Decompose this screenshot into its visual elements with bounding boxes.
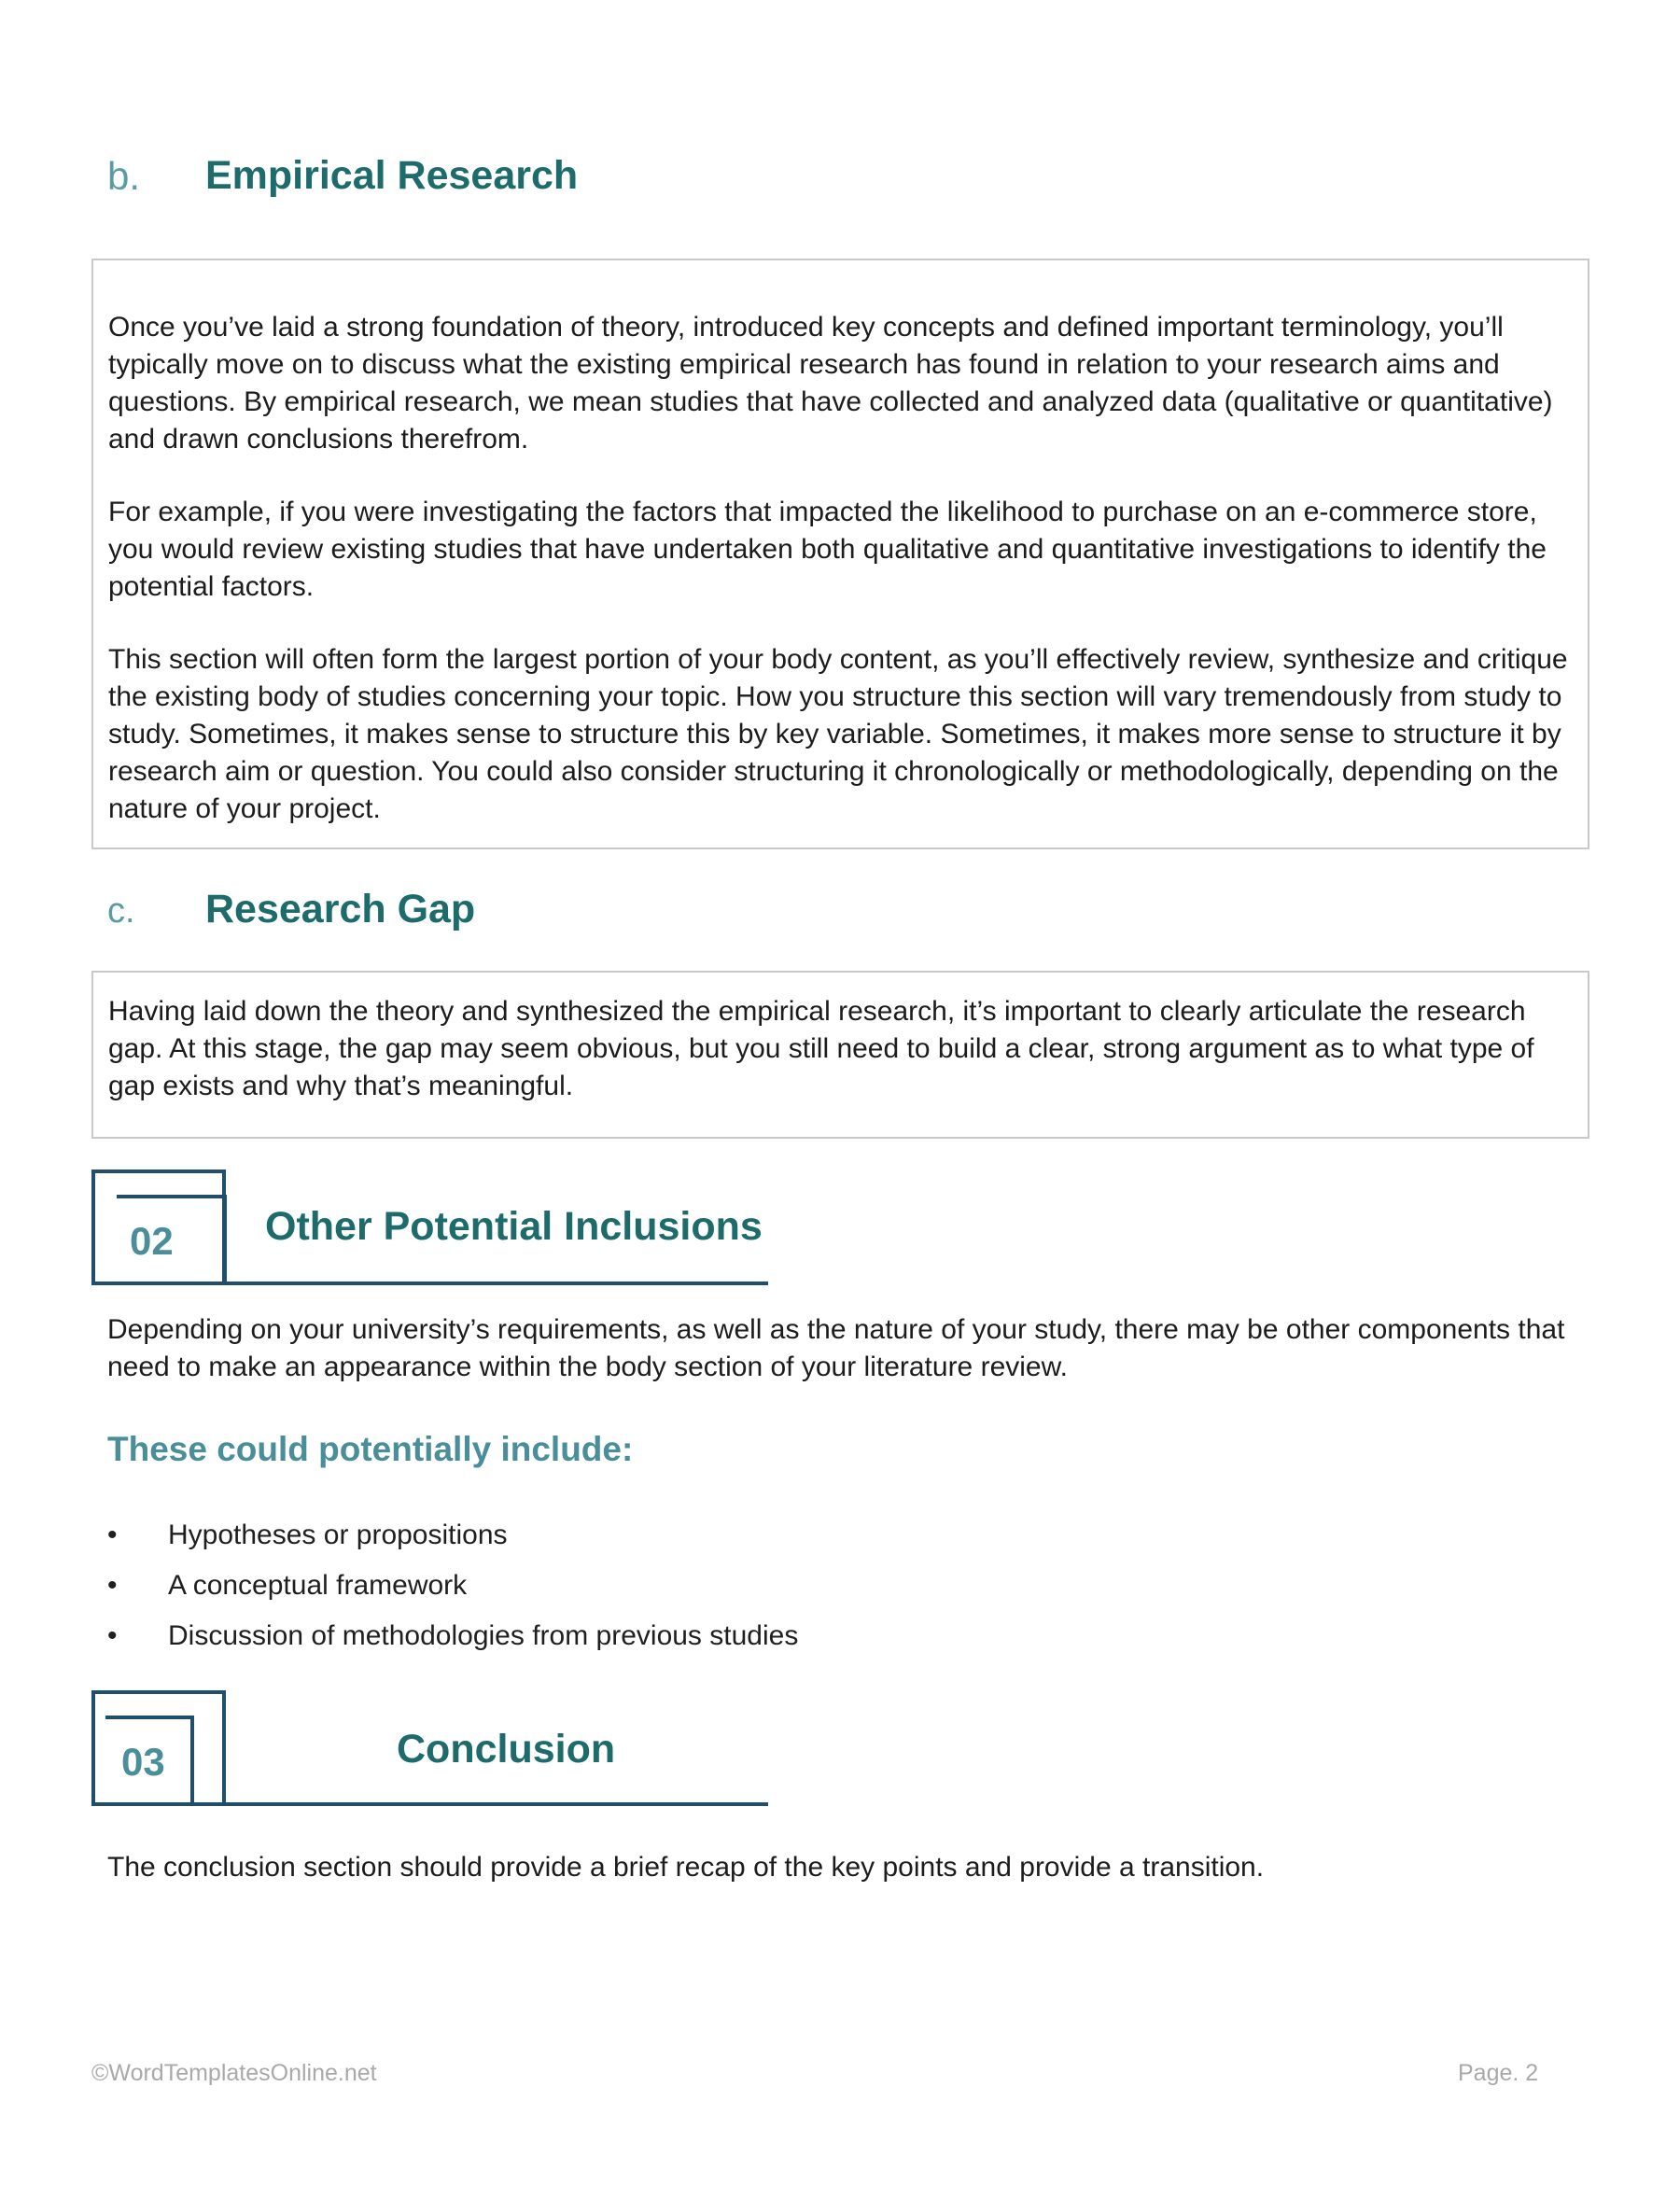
list-item: • A conceptual framework [107,1561,1227,1611]
section-number: 03 [121,1740,165,1784]
bullet-icon: • [107,1620,118,1651]
research-gap-box [91,971,1589,1139]
paragraph: Depending on your university’s requirements, as well as the nature of your study, there may be other components that need to make an appearance within the body section of your literature review. [107,1314,1565,1382]
paragraph: The conclusion section should provide a brief recap of the key points and provide a transition. [107,1852,1265,1883]
footer-page-number: Page. 2 [1458,2060,1539,2086]
section-c-letter: c. [107,891,135,931]
divider [222,1690,226,1806]
list-item: • Discussion of methodologies from previous studies [107,1611,1227,1661]
empirical-research-box [91,259,1589,849]
section-number: 02 [130,1219,174,1263]
section-c-title: Research Gap [205,887,476,931]
section-b-title: Empirical Research [205,153,579,198]
bullet-icon: • [107,1570,118,1601]
list-intro-heading: These could potentially include: [107,1430,634,1468]
paragraph: This section will often form the largest portion of your body content, as you’ll effectively review, synthesize and critique the existing body of studies concerning your topic. How you structure this section will vary tremendously from study to study. Sometimes, it makes sense to structure this by key variable. Sometimes, it makes more sense to structure it by research aim or question. You could also consider structuring it chronologically or methodologically, depending on the nature of your project. [108,644,1568,824]
section-02-title: Other Potential Inclusions [265,1204,763,1249]
section-underline [222,1282,768,1285]
section-03-title: Conclusion [397,1727,616,1772]
paragraph: For example, if you were investigating the factors that impacted the likelihood to purchase on an e-commerce store, you would review existing studies that have undertaken both qualitative and quantitative investigations to identify the potential factors. [108,497,1547,602]
bullet-icon: • [107,1520,118,1550]
inclusions-list [107,1510,1227,1661]
footer-copyright: ©WordTemplatesOnline.net [91,2060,377,2086]
paragraph: Having laid down the theory and synthesized the empirical research, it’s important to clearly articulate the research gap. At this stage, the gap may seem obvious, but you still need to build a clear, strong argument as to what type of gap exists and why that’s meaningful. [108,996,1534,1101]
divider [190,1716,194,1806]
section-b-letter: b. [107,154,141,198]
divider [222,1170,226,1285]
list-item: • Hypotheses or propositions [107,1510,1227,1561]
section-underline [222,1802,768,1806]
paragraph: Once you’ve laid a strong foundation of theory, introduced key concepts and defined important terminology, you’ll typically move on to discuss what the existing empirical research has found in relation to your research aims and questions. By empirical research, we mean studies that have collected and analyzed data (qualitative or quantitative) and drawn conclusions therefrom. [108,312,1553,455]
